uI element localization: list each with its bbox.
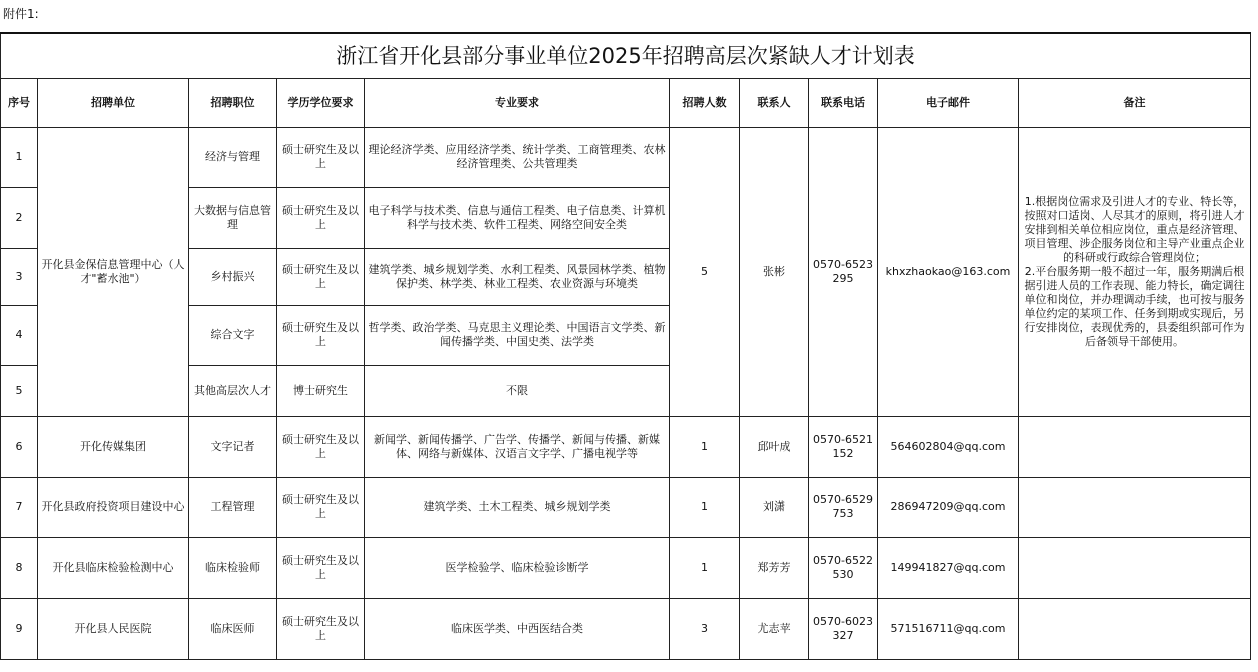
cell-unit: 开化县临床检验检测中心 [38, 537, 189, 598]
cell-major: 建筑学类、城乡规划学类、水利工程类、风景园林学类、植物保护类、林学类、林业工程类、农业资源与环境类 [365, 248, 670, 305]
cell-seq: 2 [1, 187, 38, 248]
cell-email: 149941827@qq.com [878, 537, 1019, 598]
cell-count: 1 [670, 416, 740, 477]
table-row [1, 537, 1251, 598]
cell-position: 临床医师 [189, 598, 277, 659]
cell-count: 5 [670, 127, 740, 416]
cell-major: 新闻学、新闻传播学、广告学、传播学、新闻与传播、新媒体、网络与新媒体、汉语言文字学、广播电视学等 [365, 416, 670, 477]
cell-major: 不限 [365, 365, 670, 416]
cell-education: 博士研究生 [277, 365, 365, 416]
cell-education: 硕士研究生及以上 [277, 187, 365, 248]
cell-unit: 开化县人民医院 [38, 598, 189, 659]
cell-email: khxzhaokao@163.com [878, 127, 1019, 416]
cell-notes [1019, 477, 1251, 537]
cell-education: 硕士研究生及以上 [277, 477, 365, 537]
cell-unit: 开化县政府投资项目建设中心 [38, 477, 189, 537]
cell-position: 文字记者 [189, 416, 277, 477]
cell-position: 工程管理 [189, 477, 277, 537]
cell-unit: 开化县金保信息管理中心（人才"蓄水池"） [38, 127, 189, 416]
header-phone: 联系电话 [809, 78, 878, 127]
cell-major: 临床医学类、中西医结合类 [365, 598, 670, 659]
cell-major: 电子科学与技术类、信息与通信工程类、电子信息类、计算机科学与技术类、软件工程类、网络空间安全类 [365, 187, 670, 248]
cell-seq: 9 [1, 598, 38, 659]
cell-email: 571516711@qq.com [878, 598, 1019, 659]
header-notes: 备注 [1019, 78, 1251, 127]
attachment-label: 附件1: [3, 7, 39, 21]
cell-major: 医学检验学、临床检验诊断学 [365, 537, 670, 598]
cell-phone: 0570-6023327 [809, 598, 878, 659]
table-row [1, 598, 1251, 659]
table-title: 浙江省开化县部分事业单位2025年招聘高层次紧缺人才计划表 [1, 33, 1251, 78]
cell-position: 经济与管理 [189, 127, 277, 187]
header-row [1, 78, 1251, 127]
cell-notes [1019, 127, 1251, 416]
cell-education: 硕士研究生及以上 [277, 537, 365, 598]
header-count: 招聘人数 [670, 78, 740, 127]
cell-contact: 刘潇 [740, 477, 809, 537]
cell-seq: 8 [1, 537, 38, 598]
cell-major: 哲学类、政治学类、马克思主义理论类、中国语言文学类、新闻传播学类、中国史类、法学类 [365, 305, 670, 365]
cell-count: 1 [670, 477, 740, 537]
cell-notes [1019, 416, 1251, 477]
cell-seq: 3 [1, 248, 38, 305]
cell-phone: 0570-6521152 [809, 416, 878, 477]
cell-email: 286947209@qq.com [878, 477, 1019, 537]
header-major: 专业要求 [365, 78, 670, 127]
recruitment-table [0, 32, 1251, 660]
cell-seq: 6 [1, 416, 38, 477]
cell-email: 564602804@qq.com [878, 416, 1019, 477]
cell-notes [1019, 537, 1251, 598]
cell-position: 综合文字 [189, 305, 277, 365]
cell-major: 建筑学类、土木工程类、城乡规划学类 [365, 477, 670, 537]
table-row [1, 127, 1251, 187]
cell-phone: 0570-6529753 [809, 477, 878, 537]
cell-education: 硕士研究生及以上 [277, 416, 365, 477]
cell-education: 硕士研究生及以上 [277, 248, 365, 305]
cell-seq: 5 [1, 365, 38, 416]
table-row [1, 416, 1251, 477]
cell-position: 乡村振兴 [189, 248, 277, 305]
cell-count: 1 [670, 537, 740, 598]
header-email: 电子邮件 [878, 78, 1019, 127]
cell-position: 大数据与信息管理 [189, 187, 277, 248]
header-position: 招聘职位 [189, 78, 277, 127]
table-row [1, 477, 1251, 537]
cell-seq: 4 [1, 305, 38, 365]
header-education: 学历学位要求 [277, 78, 365, 127]
header-seq: 序号 [1, 78, 38, 127]
cell-seq: 1 [1, 127, 38, 187]
cell-position: 临床检验师 [189, 537, 277, 598]
cell-seq: 7 [1, 477, 38, 537]
cell-contact: 郑芳芳 [740, 537, 809, 598]
cell-education: 硕士研究生及以上 [277, 127, 365, 187]
header-unit: 招聘单位 [38, 78, 189, 127]
cell-contact: 邱叶成 [740, 416, 809, 477]
cell-position: 其他高层次人才 [189, 365, 277, 416]
cell-education: 硕士研究生及以上 [277, 598, 365, 659]
cell-notes [1019, 598, 1251, 659]
header-contact: 联系人 [740, 78, 809, 127]
cell-major: 理论经济学类、应用经济学类、统计学类、工商管理类、农林经济管理类、公共管理类 [365, 127, 670, 187]
notes-text: 1.根据岗位需求及引进人才的专业、特长等，按照对口适岗、人尽其才的原则，将引进人才安排到相关单位相应岗位，重点是经济管理、项目管理、涉企服务岗位和主导产业重点企业的科研或行政综合管理岗位； 2.平台服务期一般不超过一年，服务期满后根据引进人员的工作表现、能力特长，确定调往单位和岗位，并办理调动手续，也可按与服务单位约定的某项工作、任务到期或实现后，另行安排岗位，表现优秀的，县委组织部可作为后备领导干部使用。 [1024, 194, 1245, 348]
cell-contact: 尤志苹 [740, 598, 809, 659]
cell-unit: 开化传媒集团 [38, 416, 189, 477]
cell-education: 硕士研究生及以上 [277, 305, 365, 365]
cell-phone: 0570-6523295 [809, 127, 878, 416]
cell-phone: 0570-6522530 [809, 537, 878, 598]
cell-contact: 张彬 [740, 127, 809, 416]
cell-count: 3 [670, 598, 740, 659]
